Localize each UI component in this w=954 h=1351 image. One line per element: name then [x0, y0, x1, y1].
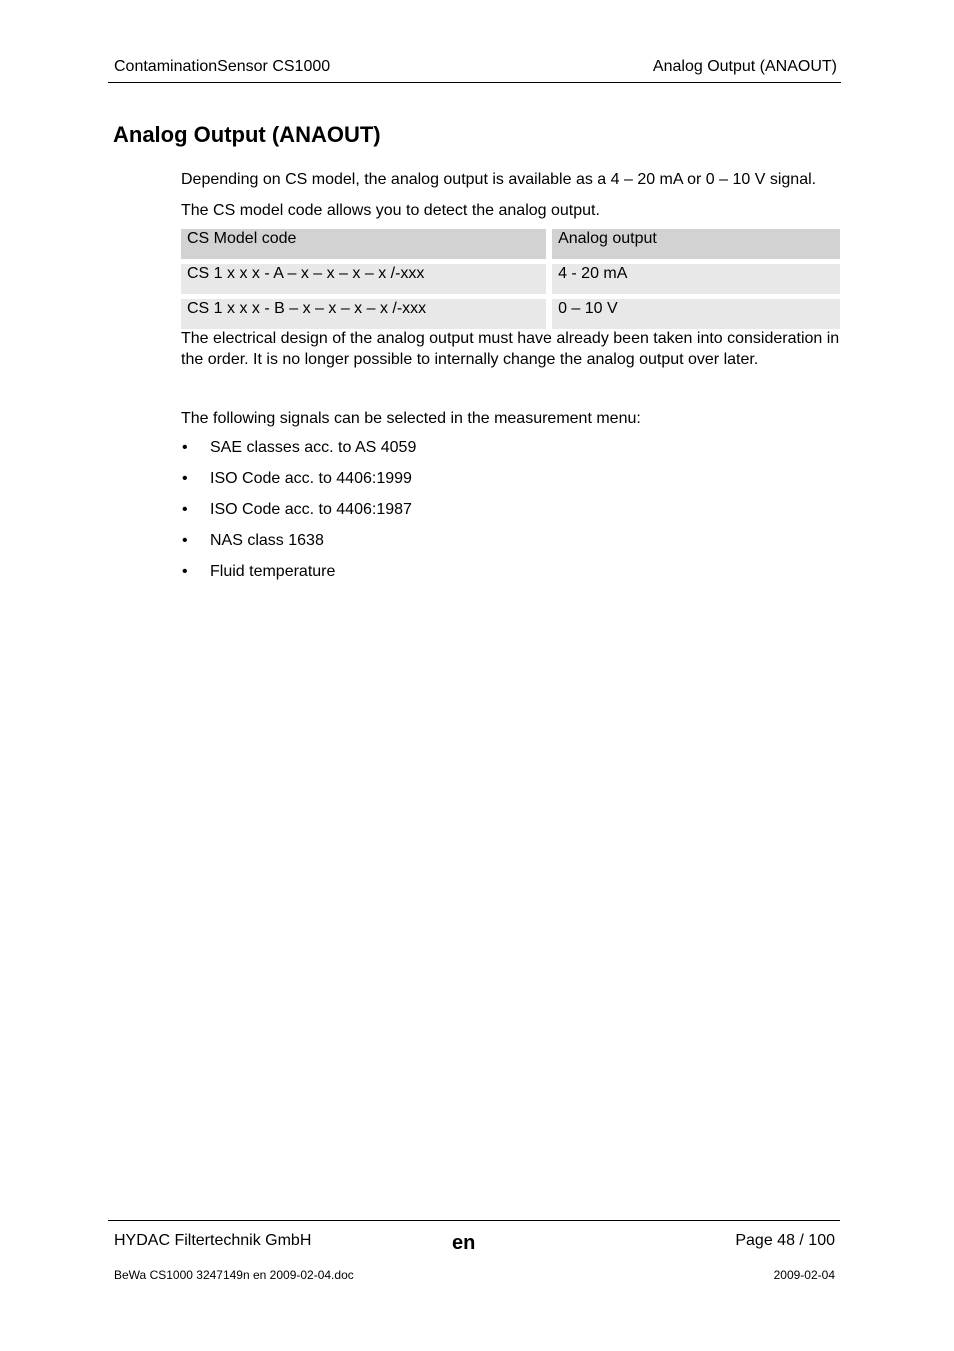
footer-company: HYDAC Filtertechnik GmbH: [114, 1232, 312, 1249]
bullet-icon: •: [182, 531, 188, 549]
table-header-model-code: CS Model code: [181, 229, 552, 259]
list-item-label: ISO Code acc. to 4406:1999: [210, 469, 412, 487]
list-item: [181, 469, 841, 500]
bullet-icon: •: [182, 500, 188, 518]
signal-list: [181, 438, 841, 593]
header-section-title: Analog Output (ANAOUT): [652, 58, 837, 75]
table-cell-analog-output: 0 – 10 V: [552, 299, 840, 329]
list-item-label: ISO Code acc. to 4406:1987: [210, 500, 412, 518]
intro-paragraph: Depending on CS model, the analog output is available as a 4 – 20 mA or 0 – 10 V signal.: [181, 171, 817, 188]
model-code-table: [181, 224, 840, 334]
footer-document-name: BeWa CS1000 3247149n en 2009-02-04.doc: [114, 1268, 354, 1282]
list-item: [181, 562, 841, 593]
footer-date: 2009-02-04: [773, 1268, 835, 1282]
signals-intro-paragraph: The following signals can be selected in the measurement menu:: [181, 410, 641, 427]
table-header-analog-output: Analog output: [552, 229, 840, 259]
table-row: [181, 299, 840, 329]
page-header: [108, 56, 841, 83]
footer-page-number: Page 48 / 100: [735, 1232, 835, 1249]
list-item-label: Fluid temperature: [210, 562, 336, 580]
bullet-icon: •: [182, 469, 188, 487]
footer-language: en: [452, 1232, 476, 1254]
electrical-design-paragraph: The electrical design of the analog output must have already been taken into consideration in the order. It is no longer possible to internally change the analog output over later.: [181, 330, 840, 368]
table-header-row: [181, 229, 840, 259]
table-cell-model-code: CS 1 x x x - B – x – x – x – x /-xxx: [181, 299, 552, 329]
header-document-title: ContaminationSensor CS1000: [114, 58, 331, 75]
list-item: [181, 438, 841, 469]
table-cell-model-code: CS 1 x x x - A – x – x – x – x /-xxx: [181, 264, 552, 294]
list-item-label: SAE classes acc. to AS 4059: [210, 438, 417, 456]
table-cell-analog-output: 4 - 20 mA: [552, 264, 840, 294]
list-item: [181, 500, 841, 531]
section-heading: Analog Output (ANAOUT): [113, 122, 381, 147]
bullet-icon: •: [182, 438, 188, 456]
list-item-label: NAS class 1638: [210, 531, 324, 549]
list-item: [181, 531, 841, 562]
table-row: [181, 264, 840, 294]
model-code-paragraph: The CS model code allows you to detect the analog output.: [181, 201, 600, 219]
bullet-icon: •: [182, 562, 188, 580]
page-footer: [108, 1220, 840, 1291]
main-content: [181, 170, 841, 593]
